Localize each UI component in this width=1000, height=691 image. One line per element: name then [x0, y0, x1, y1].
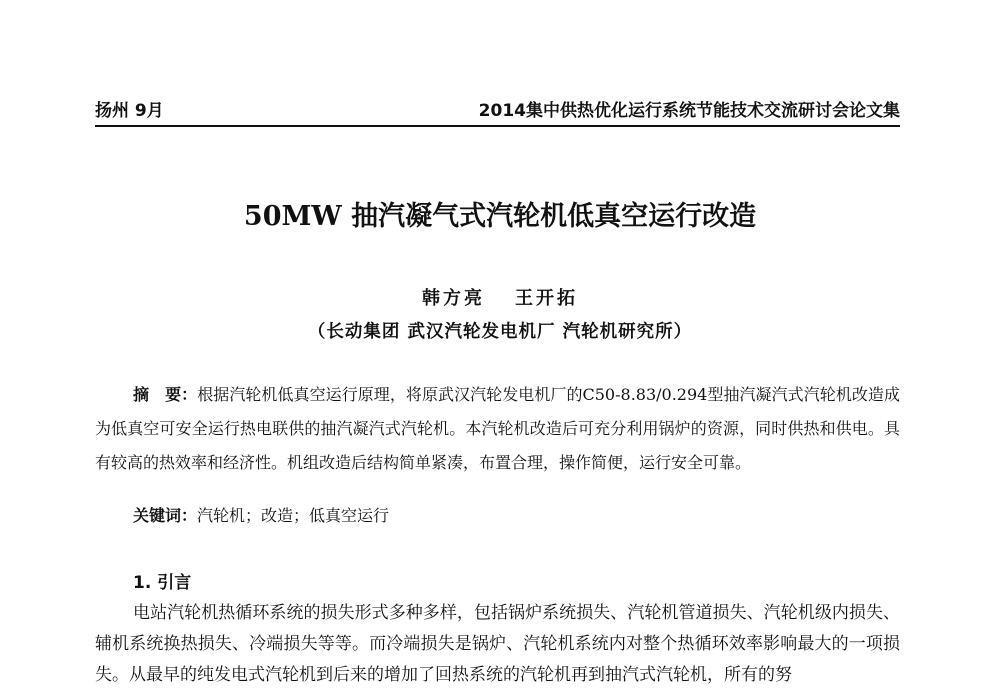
author-affiliation: （长动集团 武汉汽轮发电机厂 汽轮机研究所）	[307, 322, 693, 342]
header-proceedings-title: 2014集中供热优化运行系统节能技术交流研讨会论文集	[478, 101, 900, 121]
running-header	[95, 96, 900, 124]
section-body	[95, 598, 900, 691]
keywords-text: 汽轮机；改造；低真空运行	[197, 506, 390, 525]
author-name: 王开拓	[515, 288, 578, 309]
paper-title: 50MW 抽汽凝气式汽轮机低真空运行改造	[243, 201, 757, 232]
section-body-text: 电站汽轮机热循环系统的损失形式多种多样，包括锅炉系统损失、汽轮机管道损失、汽轮机级内损失、辅机系统换热损失、冷端损失等等。而冷端损失是锅炉、汽轮机系统内对整个热循环效率影响最大的一项损失。从最早的纯发电式汽轮机到后来的增加了回热系统的汽轮机再到抽汽式汽轮机，所有的努	[95, 603, 900, 685]
keywords-label: 关键词：	[133, 506, 198, 525]
header-location-date: 扬州 9月	[95, 101, 164, 121]
abstract	[95, 378, 900, 480]
abstract-label: 摘 要：	[133, 385, 198, 404]
header-divider	[95, 125, 900, 127]
author-name: 韩方亮	[422, 288, 485, 309]
abstract-text: 根据汽轮机低真空运行原理，将原武汉汽轮发电机厂的C50-8.83/0.294型抽汽凝汽式汽轮机改造成为低真空可安全运行热电联供的抽汽凝汽式汽轮机。本汽轮机改造后可充分利用锅炉的资源，同时供热和供电。具有较高的热效率和经济性。机组改造后结构简单紧凑，布置合理，操作简便，运行安全可靠。	[95, 385, 900, 472]
section-heading: 1. 引言	[133, 573, 192, 593]
author-list	[0, 284, 1000, 310]
keywords	[133, 503, 389, 526]
